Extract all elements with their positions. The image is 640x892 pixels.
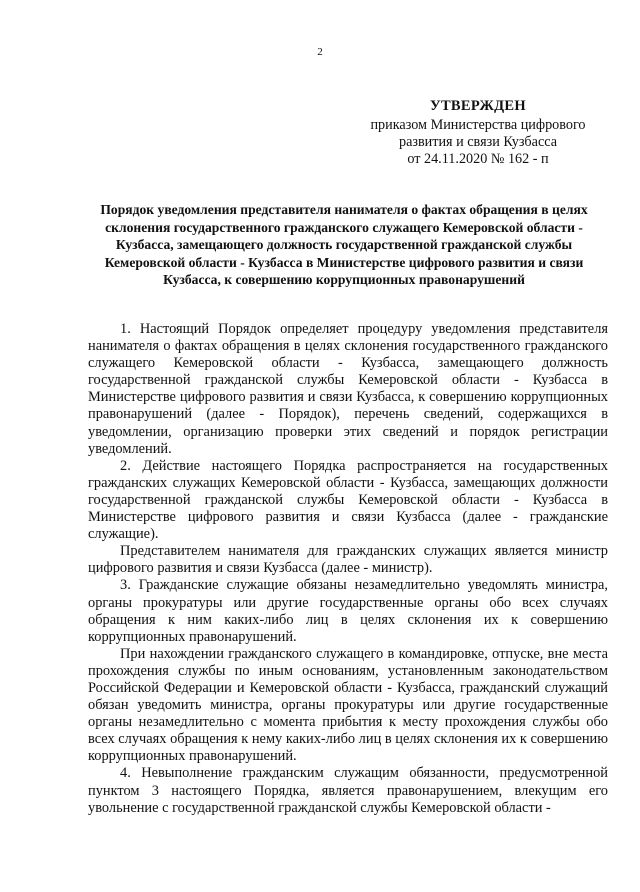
- paragraph: При нахождении гражданского служащего в командировке, отпуске, вне места прохождения службы по иным основаниям, установленным законодательством Российской Федерации и Кемеровской области - Кузбасса, гражданский служащий обязан уведомить министра, органы прокуратуры или другие государственные органы незамедлительно с момента прибытия к месту прохождения службы обо всех случаях обращения к нему каких-либо лиц в целях склонения их к совершению коррупционных правонарушений.: [88, 645, 608, 765]
- approval-line: приказом Министерства цифрового: [370, 117, 586, 133]
- paragraph: Представителем нанимателя для гражданских служащих является министр цифрового развития и связи Кузбасса (далее - министр).: [88, 543, 608, 577]
- page-number: 2: [317, 46, 323, 58]
- approval-line: от 24.11.2020 № 162 - п: [407, 151, 549, 167]
- paragraph: 2. Действие настоящего Порядка распространяется на государственных гражданских служащих Кемеровской области - Кузбасса, замещающих должности государственной гражданской службы Кемеровской области - Кузбасса в Министерстве цифрового развития и связи Кузбасса (далее - гражданские служащие).: [88, 457, 608, 543]
- document-body: [88, 321, 608, 817]
- document-title: Порядок уведомления представителя нанимателя о фактах обращения в целях склонения государственного гражданского служащего Кемеровской области - Кузбасса, замещающего должность государственной гражданской службы Кемеровской области - Кузбасса в Министерстве цифрового развития и связи Кузбасса, к совершению коррупционных правонарушений: [100, 202, 588, 288]
- paragraph: 4. Невыполнение гражданским служащим обязанности, предусмотренной пунктом 3 настоящего Порядка, является правонарушением, влекущим его увольнение с государственной гражданской службы Кемеровской области -: [88, 765, 608, 816]
- approval-heading: УТВЕРЖДЕН: [430, 98, 526, 114]
- paragraph: 1. Настоящий Порядок определяет процедуру уведомления представителя нанимателя о фактах обращения в целях склонения государственного гражданского служащего Кемеровской области - Кузбасса, замещающего должность государственной гражданской службы Кемеровской области - Кузбасса в Министерстве цифрового развития и связи Кузбасса, к совершению коррупционных правонарушений (далее - Порядок), перечень сведений, содержащихся в уведомлении, организацию проверки этих сведений и порядок регистрации уведомлений.: [88, 321, 608, 457]
- approval-block: [348, 98, 608, 168]
- paragraph: 3. Гражданские служащие обязаны незамедлительно уведомлять министра, органы прокуратуры или другие государственные органы обо всех случаях обращения к ним каких-либо лиц в целях склонения их к совершению коррупционных правонарушений.: [88, 577, 608, 645]
- approval-line: развития и связи Кузбасса: [398, 134, 558, 150]
